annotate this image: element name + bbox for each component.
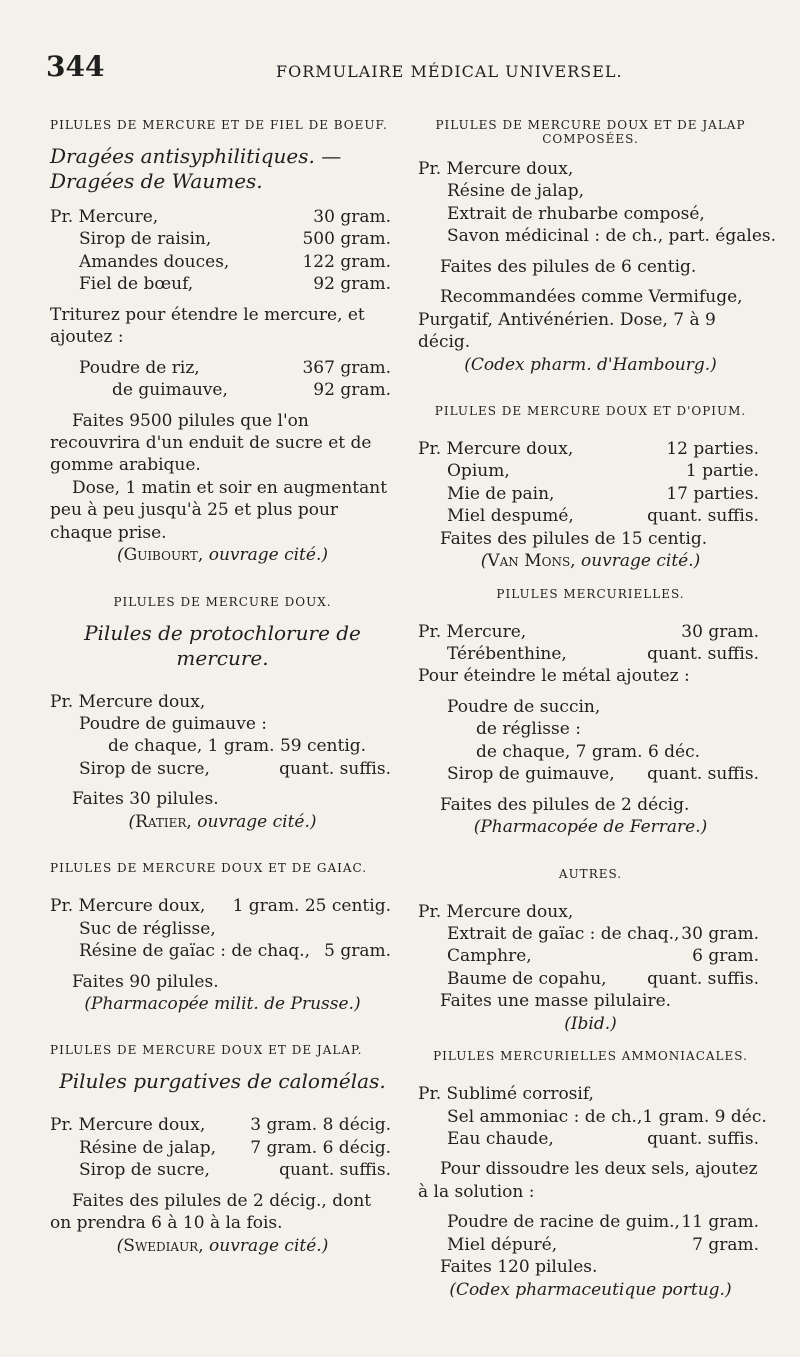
section-mercure-doux [50,595,395,834]
ingredient-qty: 11 gram. [681,1212,759,1233]
section-mercure-doux-gaiac [50,861,395,1015]
ingredient-name: Miel dépuré, [447,1234,558,1255]
ingredient-line [418,1106,767,1128]
ingredient-line [418,225,777,247]
section-mercurielles-ammoniacales [418,1049,767,1301]
ingredient-name: Térébenthine, [447,644,567,664]
citation-author: Guibourt, [123,545,204,566]
section-heading: PILULES DE MERCURE DOUX ET DE JALAP. [50,1043,363,1058]
ingredient-line [418,923,763,945]
section-heading: AUTRES. [558,866,623,881]
running-title: FORMULAIRE MÉDICAL UNIVERSEL. [276,62,623,81]
ingredient-line [418,901,763,923]
ingredient-name: Extrait de rhubarbe composé, [447,203,705,224]
instruction-text: Faites 30 pilules. [72,789,219,810]
indication-text: Recommandées comme Vermifuge, Purgatif, Antivénérien. Dose, 7 à 9 décig. [418,287,743,353]
ingredient-qty-note: de chaque, 1 gram. 59 centig. [108,736,367,757]
citation: (Swediaur, ouvrage cité.) [116,1235,329,1256]
ingredient-name: Sirop de raisin, [79,229,212,250]
ingredient-qty: quant. suffis. [647,968,759,989]
ingredient-line [50,228,395,250]
ingredient-line [418,968,763,990]
section-mercure-doux-jalap [50,1043,395,1257]
ingredient-qty: 1 partie. [685,461,759,482]
ingredient-line [418,945,763,967]
section-heading: PILULES MERCURIELLES AMMONIACALES. [433,1049,748,1064]
ingredient-line [418,718,763,740]
ingredient-qty: 92 gram. [313,274,391,295]
section-heading: PILULES DE MERCURE DOUX. [113,594,332,609]
section-heading: PILULES DE MERCURE DOUX ET DE GAIAC. [50,861,368,876]
ingredient-qty: 6 gram. [692,946,759,967]
ingredient-name: Pr. Sublimé corrosif, [418,1084,594,1105]
ingredient-qty: 12 parties. [666,438,759,459]
ingredient-qty: 30 gram. [681,621,759,642]
section-subtitle: Pilules purgatives de calomélas. [59,1069,386,1094]
ingredient-line [418,1083,763,1105]
ingredient-name: Eau chaude, [447,1129,554,1149]
instruction-text: Faites des pilules de 2 décig., dont on prendra 6 à 10 à la fois. [50,1190,372,1234]
ingredient-name: Pr. Mercure doux, [418,901,574,922]
ingredient-name: Sirop de sucre, [79,758,210,779]
ingredient-qty: 5 gram. [324,941,391,962]
ingredient-qty: 367 gram. [302,357,391,378]
ingredient-line [50,1114,395,1136]
ingredient-line [50,379,395,401]
citation: (Pharmacopée milit. de Prusse.) [84,993,361,1014]
ingredient-name: Pr. Mercure doux, [418,159,574,179]
instruction-text: Faites 90 pilules. [72,971,219,992]
ingredient-line [418,505,763,527]
instruction-text: Triturez pour étendre le mercure, et ajoutez : [50,304,365,348]
ingredient-line [418,621,763,643]
ingredient-qty: quant. suffis. [279,1160,391,1181]
citation-work: ouvrage cité. [580,551,694,572]
ingredient-qty: 30 gram. [313,207,391,227]
instruction-text: Pour dissoudre les deux sels, ajoutez à la solution : [418,1159,758,1202]
citation-work: Ibid. [570,1013,611,1034]
section-heading: PILULES DE MERCURE DOUX ET DE JALAP COMPOSÉES. [435,118,746,146]
citation: (Guibourt, ouvrage cité.) [116,545,328,566]
ingredient-name: Sel ammoniac : de ch., [447,1106,643,1127]
ingredient-line [418,460,763,482]
section-heading: PILULES DE MERCURE DOUX ET D'OPIUM. [434,403,747,418]
ingredient-line [418,158,763,180]
ingredient-name: Pr. Mercure, [50,207,159,227]
ingredient-line [418,180,763,202]
section-subtitle: Dragées antisyphilitiques. — Dragées de Waumes. [50,144,342,193]
citation-work: ouvrage cité. [197,811,310,832]
ingredient-line [50,1159,395,1181]
ingredient-name: Amandes douces, [79,251,230,272]
citation-work: Pharmacopée de Ferrare. [480,817,701,838]
instruction-text: Faites une masse pilulaire. [440,991,672,1012]
ingredient-name: Pr. Mercure doux, [418,438,574,459]
citation-author: Van Mons, [487,551,576,572]
ingredient-qty: quant. suffis. [279,758,391,779]
ingredient-qty: 7 gram. 6 décig. [250,1137,391,1158]
citation-author: Ratier, [135,811,192,832]
citation-work: Pharmacopée milit. de Prusse. [91,993,354,1014]
section-heading: PILULES MERCURIELLES. [496,586,685,601]
ingredient-qty: quant. suffis. [647,506,759,527]
ingredient-qty-note: de chaque, 7 gram. 6 déc. [476,741,701,762]
section-subtitle: Pilules de protochlorure de mercure. [84,620,361,670]
citation: (Van Mons, ouvrage cité.) [480,551,701,572]
ingredient-qty: 7 gram. [692,1234,759,1255]
ingredient-name: Sirop de sucre, [79,1160,210,1181]
citation-author: Swediaur, [123,1235,204,1256]
ingredient-line [50,713,395,735]
ingredient-name: Résine de gaïac : de chaq., [79,941,311,962]
ingredient-line [50,1137,395,1159]
ingredient-line [50,918,395,940]
ingredient-name: Résine de jalap, [79,1137,217,1158]
ingredient-line [418,643,763,665]
ingredient-line [418,696,763,718]
dosage-text: Dose, 1 matin et soir en augmentant peu à peu jusqu'à 25 et plus pour chaque prise. [50,477,388,543]
citation: (Codex pharmaceutique portug.) [449,1279,732,1300]
ingredient-name: Camphre, [447,946,532,967]
ingredient-qty: 30 gram. [681,923,759,944]
left-column [50,118,395,1257]
section-mercure-fiel-de-boeuf [50,118,395,567]
ingredient-name: Mie de pain, [447,483,555,504]
ingredient-name: Sirop de guimauve, [447,764,615,785]
instruction-text: Faites 9500 pilules que l'on recouvrira d'un enduit de sucre et de gomme arabique. [50,410,372,476]
section-autres [418,867,763,1036]
citation: (Codex pharm. d'Hambourg.) [464,354,717,375]
citation: (Pharmacopée de Ferrare.) [473,817,708,838]
ingredient-qty: 3 gram. 8 décig. [250,1115,391,1136]
section-mercure-doux-opium [418,404,763,573]
section-mercure-doux-jalap-composees [418,118,777,376]
citation-work: Codex pharmaceutique portug. [456,1279,725,1300]
ingredient-line [50,251,395,273]
ingredient-line [50,940,395,962]
ingredient-line [418,438,763,460]
ingredient-qty: 1 gram. 9 déc. [642,1106,767,1127]
instruction-text: Faites des pilules de 2 décig. [440,794,690,815]
ingredient-name: Poudre de guimauve : [79,714,268,734]
citation-work: ouvrage cité. [209,1235,322,1256]
instruction-text: Faites des pilules de 6 centig. [440,256,697,277]
ingredient-qty: 1 gram. 25 centig. [232,896,391,917]
ingredient-name: Pr. Mercure doux, [50,691,206,712]
citation-work: ouvrage cité. [208,545,322,566]
ingredient-name: de guimauve, [112,380,228,401]
instruction-text: Faites des pilules de 15 centig. [440,528,708,549]
page-number: 344 [46,50,105,83]
ingredient-line [418,763,763,785]
citation: (Ibid.) [564,1013,617,1034]
ingredient-name: Extrait de gaïac : de chaq., [447,923,680,944]
page-header [46,50,766,90]
citation-work: Codex pharm. d'Hambourg. [470,354,711,375]
ingredient-line [418,483,763,505]
ingredient-line [418,1234,763,1256]
section-pilules-mercurielles [418,587,763,839]
right-column [418,118,777,1301]
ingredient-qty: 122 gram. [302,251,391,272]
ingredient-name: Fiel de bœuf, [79,274,194,295]
ingredient-line [50,758,395,780]
ingredient-name: Poudre de riz, [79,357,200,378]
ingredient-line [418,203,763,225]
ingredient-qty: 17 parties. [666,483,759,504]
ingredient-line [418,1211,763,1233]
ingredient-name: Poudre de racine de guim., [447,1212,680,1233]
instruction-text: Pour éteindre le métal ajoutez : [418,666,690,687]
instruction-text: Faites 120 pilules. [440,1257,598,1278]
ingredient-name: Suc de réglisse, [79,918,216,939]
ingredient-line [50,895,395,917]
ingredient-name: Pr. Mercure doux, [50,1115,206,1136]
citation: (Ratier, ouvrage cité.) [128,811,317,832]
ingredient-line [50,206,395,228]
ingredient-qty: quant. suffis. [647,644,759,664]
ingredient-line [418,1128,763,1150]
ingredient-name: Miel despumé, [447,506,574,527]
ingredient-qty: quant. suffis. [647,1129,759,1149]
ingredient-name: Pr. Mercure doux, [50,896,206,917]
ingredient-name: Baume de copahu, [447,968,607,989]
ingredient-line [50,273,395,295]
ingredient-qty: 500 gram. [302,229,391,250]
ingredient-qty: quant. suffis. [647,764,759,785]
ingredient-name: Opium, [447,461,510,482]
ingredient-qty: 92 gram. [313,380,391,401]
ingredient-line [50,357,395,379]
ingredient-name: Savon médicinal : de ch., part. égales. [447,226,777,247]
section-heading: PILULES DE MERCURE ET DE FIEL DE BOEUF. [50,118,388,132]
ingredient-name: Résine de jalap, [447,181,585,202]
ingredient-name: Pr. Mercure, [418,621,527,642]
ingredient-name: de réglisse : [476,719,581,740]
ingredient-name: Poudre de succin, [447,696,601,717]
ingredient-line [50,691,395,713]
